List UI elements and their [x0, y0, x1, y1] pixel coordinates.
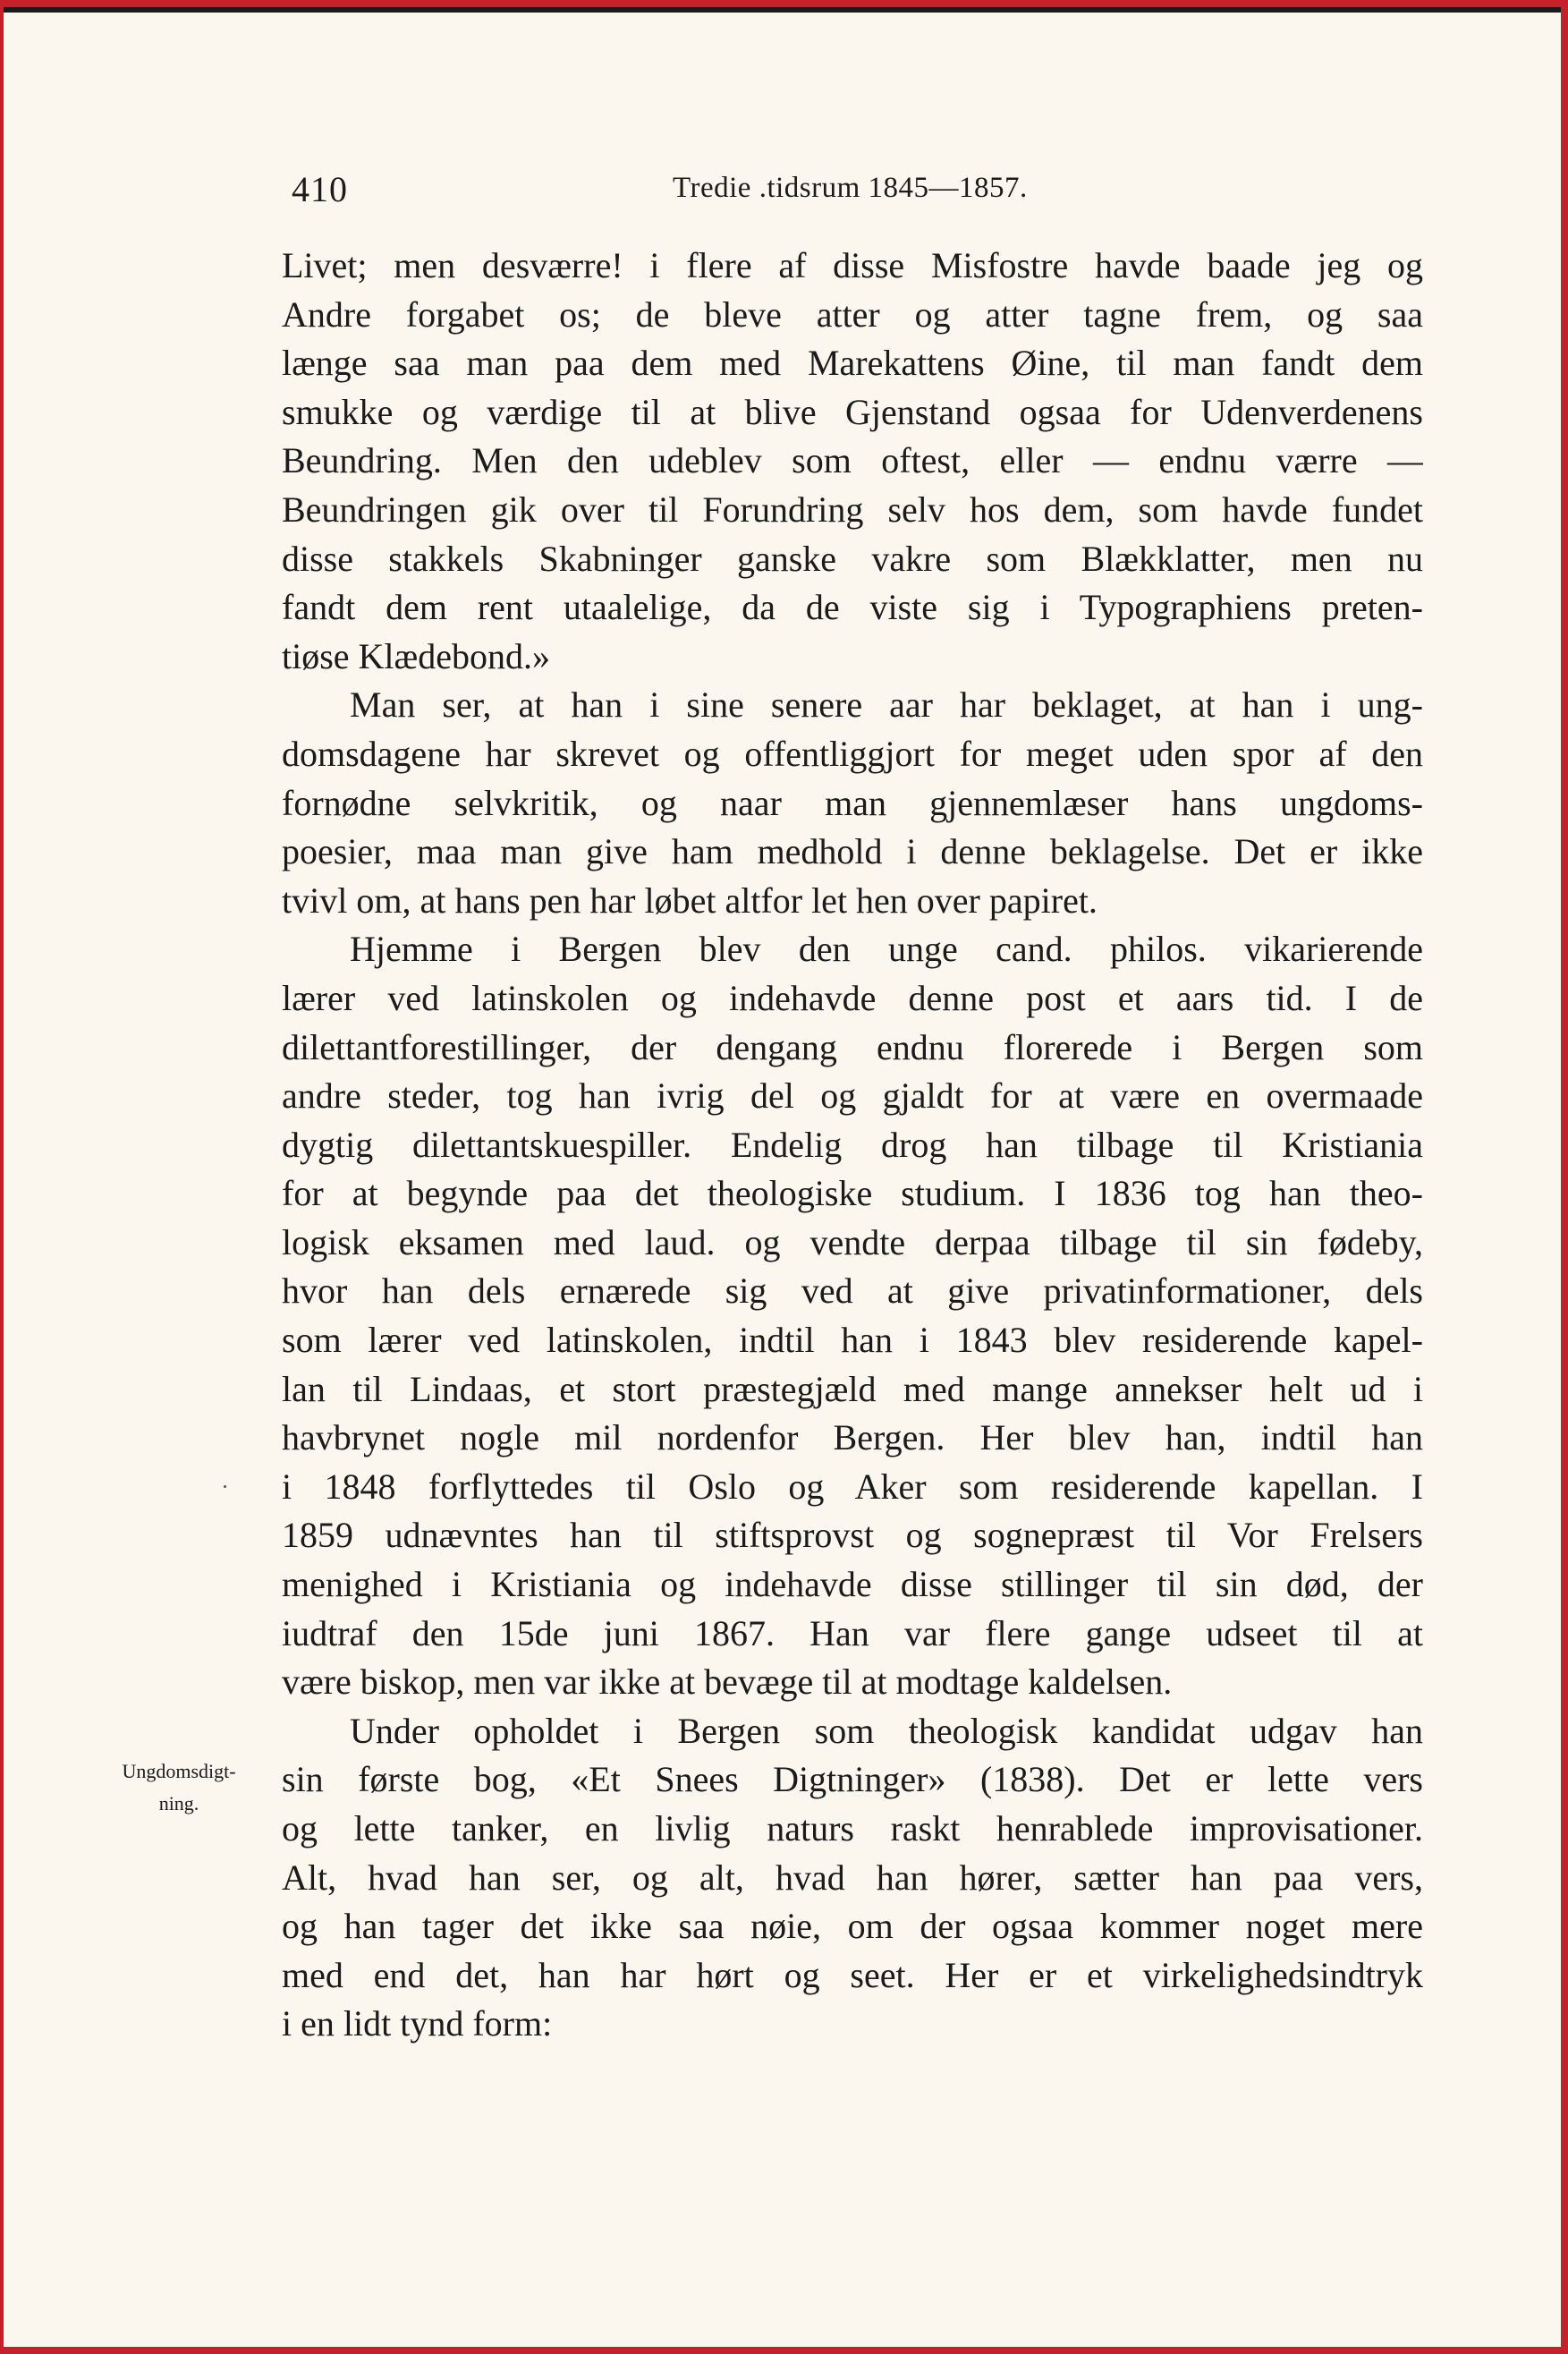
text-line: som lærer ved latinskolen, indtil han i 1843 blev residerende kapel-	[282, 1320, 1423, 1361]
text-line: smukke og værdige til at blive Gjenstand ogsaa for Udenverdenens	[282, 391, 1423, 432]
page-edge-right	[1561, 0, 1568, 2354]
text-line: og han tager det ikke saa nøie, om der ogsaa kommer noget mere	[282, 1906, 1423, 1947]
page-edge-left	[0, 0, 4, 2354]
stray-mark	[224, 1485, 226, 1488]
body-text	[282, 242, 1423, 2049]
marginal-note-line: Ungdomsdigt-	[122, 1760, 236, 1782]
text-line: sin første bog, «Et Snees Digtninger» (1838). Det er lette vers	[282, 1759, 1423, 1800]
marginal-note	[89, 1755, 268, 1820]
text-line: tvivl om, at hans pen har løbet altfor let hen over papiret.	[282, 880, 1098, 921]
text-line: fandt dem rent utaalelige, da de viste sig i Typographiens preten-	[282, 587, 1423, 628]
text-line: for at begynde paa det theologiske studium. I 1836 tog han theo-	[282, 1173, 1423, 1214]
text-line: Livet; men desværre! i flere af disse Misfostre havde baade jeg og	[282, 245, 1423, 285]
text-line: hvor han dels ernærede sig ved at give privatinformationer, dels	[282, 1270, 1423, 1312]
text-line: 1859 udnævntes han til stiftsprovst og sognepræst til Vor Frelsers	[282, 1515, 1423, 1556]
text-line: Andre forgabet os; de bleve atter og atter tagne frem, og saa	[282, 293, 1423, 335]
text-line: med end det, han har hørt og seet. Her er et virkelighedsindtryk	[282, 1954, 1423, 1995]
text-line: disse stakkels Skabninger ganske vakre som Blækklatter, men nu	[282, 538, 1423, 579]
text-line: Hjemme i Bergen blev den unge cand. philos. vikarierende	[350, 929, 1423, 970]
text-line: menighed i Kristiania og indehavde disse stillinger til sin død, der	[282, 1564, 1423, 1605]
page-edge-top	[0, 0, 1568, 7]
text-line: poesier, maa man give ham medhold i denne beklagelse. Det er ikke	[282, 831, 1423, 872]
marginal-note-line: ning.	[158, 1792, 199, 1814]
text-line: logisk eksamen med laud. og vendte derpaa tilbage til sin fødeby,	[282, 1221, 1423, 1262]
text-line: andre steder, tog han ivrig del og gjaldt for at være en overmaade	[282, 1075, 1423, 1117]
page-edge-shadow	[0, 7, 1568, 13]
text-line: i 1848 forflyttedes til Oslo og Aker som residerende kapellan. I	[282, 1466, 1423, 1507]
text-line: Under opholdet i Bergen som theologisk kandidat udgav han	[350, 1710, 1423, 1751]
text-line: i en lidt tynd form:	[282, 2003, 553, 2044]
text-line: og lette tanker, en livlig naturs raskt henrablede improvisationer.	[282, 1808, 1423, 1848]
text-line: dilettantforestillinger, der dengang endnu florerede i Bergen som	[282, 1026, 1423, 1067]
text-line: Man ser, at han i sine senere aar har beklaget, at han i ung-	[350, 684, 1423, 726]
text-line: domsdagene har skrevet og offentliggjort for meget uden spor af den	[282, 733, 1423, 774]
text-line: Beundring. Men den udeblev som oftest, eller — endnu værre —	[282, 440, 1423, 481]
text-line: fornødne selvkritik, og naar man gjennemlæser hans ungdoms-	[282, 782, 1423, 823]
page-edge-bottom	[0, 2347, 1568, 2354]
text-line: tiøse Klædebond.»	[282, 635, 550, 676]
running-title: Tredie .tidsrum 1845—1857.	[673, 172, 1028, 204]
text-line: havbrynet nogle mil nordenfor Bergen. Her blev han, indtil han	[282, 1417, 1423, 1458]
text-line: Beundringen gik over til Forundring selv hos dem, som havde fundet	[282, 489, 1423, 530]
page-number: 410	[292, 169, 348, 209]
text-line: Alt, hvad han ser, og alt, hvad han hører, sætter han paa vers,	[282, 1857, 1423, 1898]
text-line: lan til Lindaas, et stort præstegjæld med mange annekser helt ud i	[282, 1368, 1423, 1409]
text-line: lærer ved latinskolen og indehavde denne post et aars tid. I de	[282, 977, 1423, 1018]
text-line: iudtraf den 15de juni 1867. Han var flere gange udseet til at	[282, 1612, 1423, 1653]
text-line: være biskop, men var ikke at bevæge til at modtage kaldelsen.	[282, 1661, 1173, 1703]
text-line: længe saa man paa dem med Marekattens Øine, til man fandt dem	[282, 343, 1423, 384]
text-line: dygtig dilettantskuespiller. Endelig drog han tilbage til Kristiania	[282, 1124, 1423, 1165]
running-head	[0, 168, 1568, 222]
